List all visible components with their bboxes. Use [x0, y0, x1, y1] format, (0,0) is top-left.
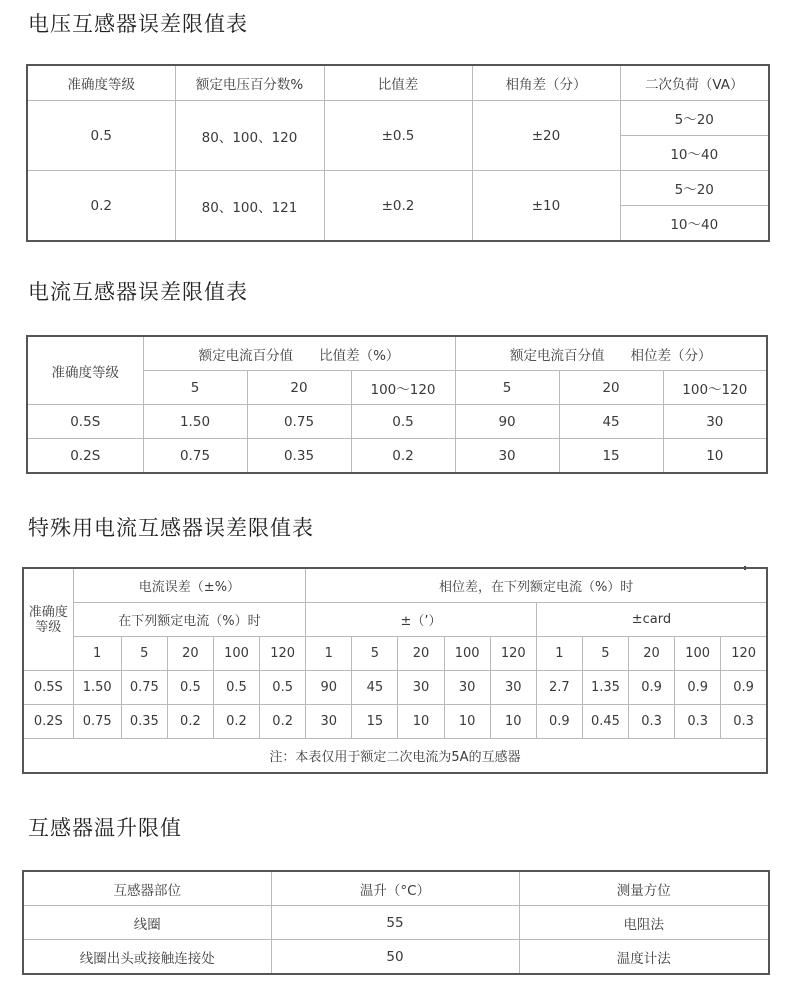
- table-row: [27, 405, 767, 439]
- value-cell: 45: [559, 405, 663, 439]
- phase-cell: ±10: [472, 171, 620, 242]
- table-note: 注：本表仅用于额定二次电流为5A的互感器: [23, 739, 767, 774]
- percent-header: 100: [213, 637, 259, 671]
- percent-header: 100～120: [351, 371, 455, 405]
- current-error-header: 电流误差（±%）: [73, 568, 306, 603]
- value-cell: 1.50: [73, 671, 121, 705]
- value-cell: 0.9: [675, 671, 721, 705]
- value-cell: 10: [398, 705, 444, 739]
- value-cell: 0.3: [675, 705, 721, 739]
- percent-header: 100～120: [663, 371, 767, 405]
- table-header-row: [23, 637, 767, 671]
- value-cell: 10: [490, 705, 536, 739]
- ratio-cell: ±0.5: [324, 101, 472, 171]
- percent-header: 100: [675, 637, 721, 671]
- ratio-group-header: 额定电流百分值 比值差（%）: [143, 336, 455, 371]
- value-cell: 30: [398, 671, 444, 705]
- value-cell: 0.75: [121, 671, 167, 705]
- value-cell: 0.2: [213, 705, 259, 739]
- value-cell: 0.9: [721, 671, 767, 705]
- value-cell: 0.5: [351, 405, 455, 439]
- value-cell: 30: [455, 439, 559, 474]
- percent-header: 20: [629, 637, 675, 671]
- temp-table-title: 互感器温升限值: [28, 816, 182, 840]
- current-error-table: [26, 335, 768, 474]
- header-cell: 相角差（分）: [472, 65, 620, 101]
- class-header: 准确度等级: [27, 336, 143, 405]
- percent-cell: 80、100、120: [175, 101, 324, 171]
- table-header-row: [27, 336, 767, 371]
- temp-cell: 55: [271, 906, 519, 940]
- value-cell: 0.35: [247, 439, 351, 474]
- percent-header: 120: [260, 637, 306, 671]
- method-cell: 温度计法: [519, 940, 769, 975]
- class-cell: 0.2S: [23, 705, 73, 739]
- value-cell: 0.75: [143, 439, 247, 474]
- value-cell: 0.9: [629, 671, 675, 705]
- value-cell: 0.3: [721, 705, 767, 739]
- load-cell: 5～20: [620, 171, 769, 206]
- value-cell: 0.45: [582, 705, 628, 739]
- value-cell: 0.9: [536, 705, 582, 739]
- value-cell: 0.35: [121, 705, 167, 739]
- part-cell: 线圈出头或接触连接处: [23, 940, 271, 975]
- value-cell: 0.75: [247, 405, 351, 439]
- value-cell: 10: [444, 705, 490, 739]
- percent-header: 20: [559, 371, 663, 405]
- table-row: [27, 101, 769, 136]
- percent-cell: 80、100、121: [175, 171, 324, 242]
- table-row: [23, 705, 767, 739]
- temp-rise-table: [22, 870, 770, 975]
- percent-header: 1: [536, 637, 582, 671]
- header-cell: 比值差: [324, 65, 472, 101]
- load-cell: 10～40: [620, 206, 769, 242]
- header-cell: 准确度等级: [27, 65, 175, 101]
- percent-header: 1: [306, 637, 352, 671]
- percent-header: 5: [455, 371, 559, 405]
- table-note-row: [23, 739, 767, 774]
- crad-header: ±card: [536, 603, 767, 637]
- voltage-table-title: 电压互感器误差限值表: [28, 12, 248, 36]
- phase-error-header: 相位差，在下列额定电流（%）时: [306, 568, 767, 603]
- table-row: [27, 171, 769, 206]
- special-error-table: [22, 567, 768, 774]
- percent-header: 120: [490, 637, 536, 671]
- value-cell: 0.5: [213, 671, 259, 705]
- value-cell: 90: [306, 671, 352, 705]
- value-cell: 30: [663, 405, 767, 439]
- value-cell: 1.35: [582, 671, 628, 705]
- header-cell: 额定电压百分数%: [175, 65, 324, 101]
- part-cell: 线圈: [23, 906, 271, 940]
- class-cell: 0.5S: [23, 671, 73, 705]
- value-cell: 90: [455, 405, 559, 439]
- value-cell: 0.2: [351, 439, 455, 474]
- percent-header: 20: [247, 371, 351, 405]
- rated-current-header: 在下列额定电流（%）时: [73, 603, 306, 637]
- phase-cell: ±20: [472, 101, 620, 171]
- value-cell: 0.5: [260, 671, 306, 705]
- voltage-error-table: [26, 64, 770, 242]
- percent-header: 100: [444, 637, 490, 671]
- percent-header: 20: [167, 637, 213, 671]
- header-cell: 温升（°C）: [271, 871, 519, 906]
- value-cell: 15: [352, 705, 398, 739]
- value-cell: 0.2: [167, 705, 213, 739]
- percent-header: 5: [121, 637, 167, 671]
- header-cell: 二次负荷（VA）: [620, 65, 769, 101]
- value-cell: 15: [559, 439, 663, 474]
- current-table-title: 电流互感器误差限值表: [28, 280, 248, 304]
- temp-cell: 50: [271, 940, 519, 975]
- value-cell: 0.75: [73, 705, 121, 739]
- special-table-title: 特殊用电流互感器误差限值表: [28, 516, 314, 540]
- class-cell: 0.5S: [27, 405, 143, 439]
- percent-header: 20: [398, 637, 444, 671]
- header-cell: 测量方位: [519, 871, 769, 906]
- percent-header: 5: [143, 371, 247, 405]
- class-cell: 0.2S: [27, 439, 143, 474]
- value-cell: 45: [352, 671, 398, 705]
- table-row: [27, 439, 767, 474]
- value-cell: 0.2: [260, 705, 306, 739]
- class-header: 准确度等级: [23, 568, 73, 671]
- table-header-row: [27, 65, 769, 101]
- load-cell: 5～20: [620, 101, 769, 136]
- value-cell: 30: [306, 705, 352, 739]
- table-header-row: [23, 568, 767, 603]
- value-cell: 0.5: [167, 671, 213, 705]
- table-header-row: [23, 871, 769, 906]
- table-row: [23, 940, 769, 975]
- value-cell: 30: [444, 671, 490, 705]
- table-row: [23, 671, 767, 705]
- load-cell: 10～40: [620, 136, 769, 171]
- value-cell: 2.7: [536, 671, 582, 705]
- percent-header: 1: [73, 637, 121, 671]
- phase-group-header: 额定电流百分值 相位差（分）: [455, 336, 767, 371]
- ratio-cell: ±0.2: [324, 171, 472, 242]
- header-cell: 互感器部位: [23, 871, 271, 906]
- table-row: [23, 906, 769, 940]
- class-cell: 0.2: [27, 171, 175, 242]
- value-cell: 30: [490, 671, 536, 705]
- percent-header: 120: [721, 637, 767, 671]
- method-cell: 电阻法: [519, 906, 769, 940]
- class-cell: 0.5: [27, 101, 175, 171]
- value-cell: 10: [663, 439, 767, 474]
- minutes-header: ±（’）: [306, 603, 537, 637]
- table-header-row: [23, 603, 767, 637]
- percent-header: 5: [352, 637, 398, 671]
- value-cell: 1.50: [143, 405, 247, 439]
- percent-header: 5: [582, 637, 628, 671]
- value-cell: 0.3: [629, 705, 675, 739]
